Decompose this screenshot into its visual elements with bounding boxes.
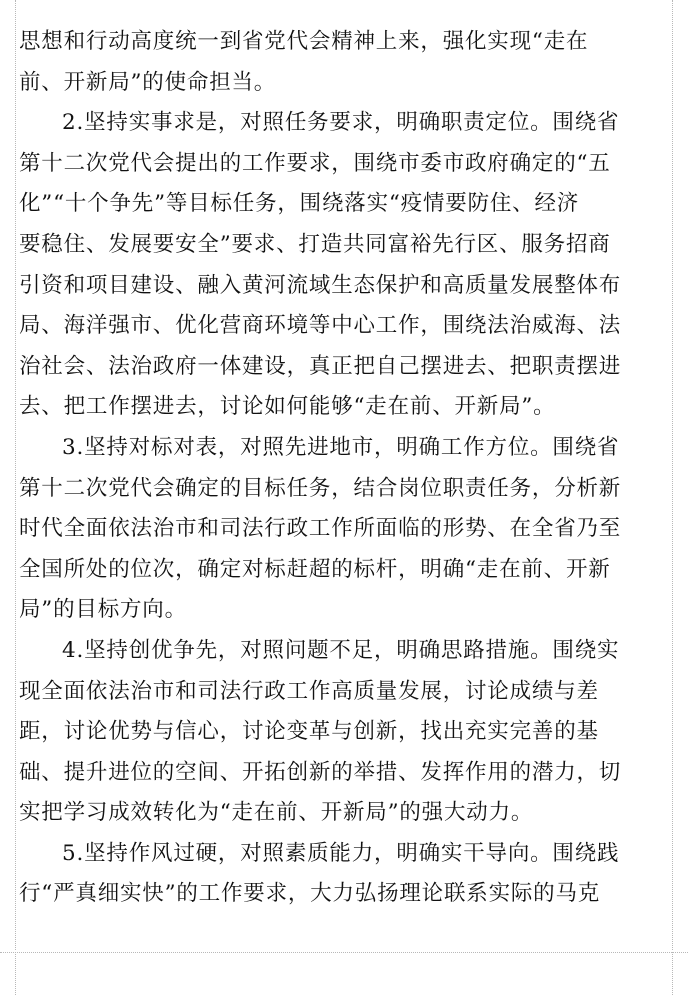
- next-page-left-guide: [15, 952, 16, 995]
- text-line: 化”“十个争先”等目标任务，围绕落实“疫情要防住、经济: [19, 191, 580, 217]
- paragraph-start-line: 5.坚持作风过硬，对照素质能力，明确实干导向。围绕践: [62, 840, 620, 866]
- text-line: 局”的目标方向。: [19, 597, 187, 623]
- paragraph-start-line: 4.坚持创优争先，对照问题不足，明确思路措施。围绕实: [62, 637, 620, 663]
- text-line: 要稳住、发展要安全”要求、打造共同富裕先行区、服务招商: [19, 231, 611, 257]
- text-line: 距，讨论优势与信心，讨论变革与创新，找出充实完善的基: [19, 719, 599, 745]
- left-margin-guide: [15, 0, 16, 950]
- paragraph-start-line: 3.坚持对标对表，对照先进地市，明确工作方位。围绕省: [62, 434, 620, 460]
- text-line: 局、海洋强市、优化营商环境等中心工作，围绕法治威海、法: [19, 313, 622, 339]
- text-line: 实把学习成效转化为“走在前、开新局”的强大动力。: [19, 800, 534, 826]
- text-line: 础、提升进位的空间、开拓创新的举措、发挥作用的潜力，切: [19, 759, 622, 785]
- paragraph-start-line: 2.坚持实事求是，对照任务要求，明确职责定位。围绕省: [62, 110, 620, 136]
- text-line: 思想和行动高度统一到省党代会精神上来，强化实现“走在: [19, 29, 589, 54]
- text-line: 第十二次党代会提出的工作要求，围绕市委市政府确定的“五: [19, 150, 611, 176]
- text-line: 现全面依法治市和司法行政工作高质量发展，讨论成绩与差: [19, 678, 599, 704]
- text-line: 治社会、法治政府一体建设，真正把自己摆进去、把职责摆进: [19, 353, 622, 379]
- text-line: 去、把工作摆进去，讨论如何能够“走在前、开新局”。: [19, 394, 556, 420]
- text-line: 时代全面依法治市和司法行政工作所面临的形势、在全省乃至: [19, 516, 622, 542]
- document-body: [19, 22, 659, 915]
- page-bottom-guide: [0, 952, 688, 953]
- next-page-right-guide: [672, 952, 673, 995]
- text-line: 全国所处的位次，确定对标赶超的标杆，明确“走在前、开新: [19, 556, 611, 582]
- text-line: 第十二次党代会确定的目标任务，结合岗位职责任务，分析新: [19, 475, 622, 501]
- right-margin-guide: [672, 0, 673, 950]
- text-line: 行“严真细实快”的工作要求，大力弘扬理论联系实际的马克: [19, 881, 601, 907]
- text-line: 前、开新局”的使命担当。: [19, 69, 277, 95]
- text-line: 引资和项目建设、融入黄河流域生态保护和高质量发展整体布: [19, 272, 622, 298]
